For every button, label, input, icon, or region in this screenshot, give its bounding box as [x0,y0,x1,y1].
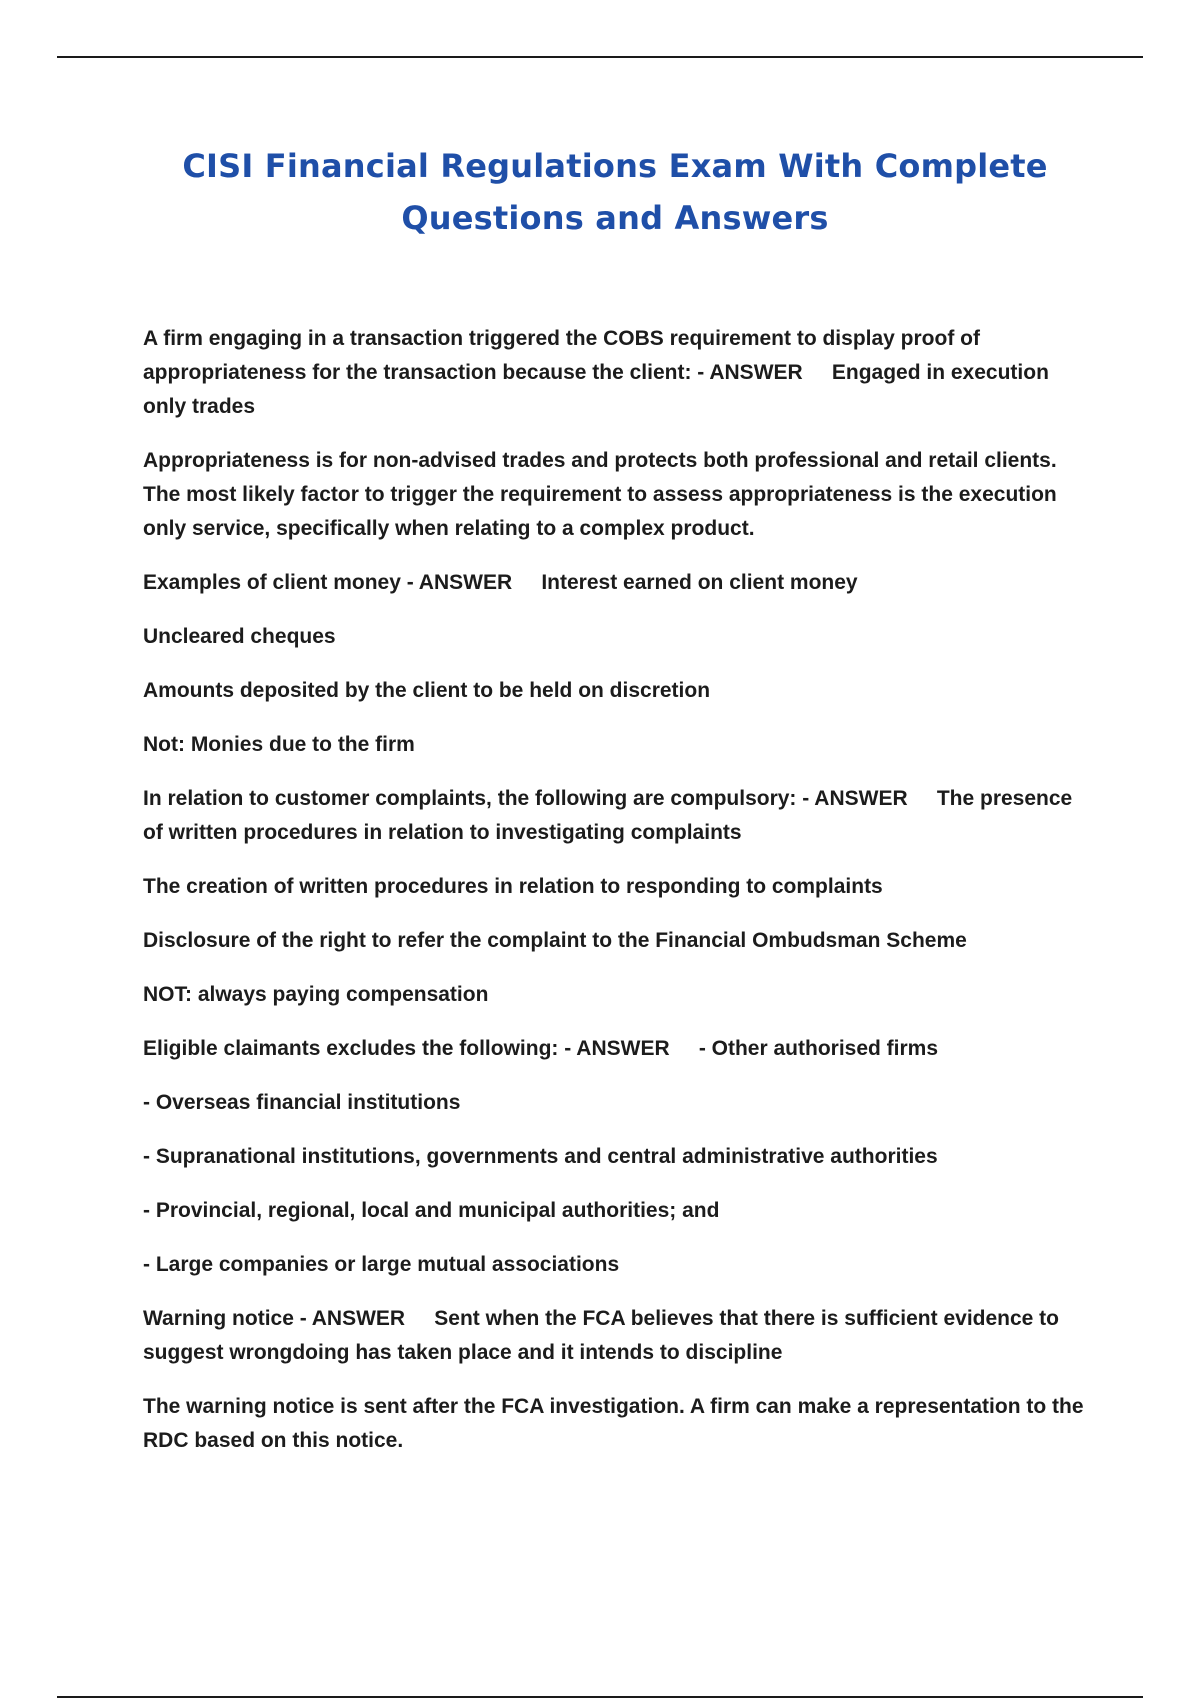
question-text: A firm engaging in a transaction triggered the COBS requirement to display proof of appropriateness for the transaction because the client: - ANSWER [143,327,980,384]
qa-paragraph [143,782,1093,850]
paragraph: - Overseas financial institutions [143,1091,461,1114]
answer-text: - Other authorised firms [698,1037,939,1060]
qa-paragraph [143,566,1093,600]
answer-text: Engaged in execution only trades [143,361,1049,418]
question-text: Warning notice - ANSWER [143,1307,406,1330]
title-line-2: Questions and Answers [401,199,829,237]
qa-paragraph [143,1032,1093,1066]
paragraph: - Supranational institutions, governments and central administrative authorities [143,1145,938,1168]
question-text: In relation to customer complaints, the following are compulsory: - ANSWER [143,787,908,810]
title-line-1: CISI Financial Regulations Exam With Complete [182,147,1048,185]
qa-paragraph [143,1302,1093,1370]
header-divider [57,56,1143,58]
document-title [120,140,1110,244]
qa-paragraph [143,322,1093,424]
document-body [143,322,1093,1478]
paragraph: - Large companies or large mutual associations [143,1253,620,1276]
paragraph: Appropriateness is for non-advised trades and protects both professional and retail clients. The most likely factor to trigger the requirement to assess appropriateness is the execution only service, specifically when relating to a complex product. [143,449,1057,540]
paragraph: The creation of written procedures in relation to responding to complaints [143,875,883,898]
question-text: Examples of client money - ANSWER [143,571,513,594]
paragraph: The warning notice is sent after the FCA investigation. A firm can make a representation to the RDC based on this notice. [143,1395,1084,1452]
footer-divider [57,1696,1143,1698]
paragraph: Uncleared cheques [143,625,336,648]
answer-text: The presence of written procedures in relation to investigating complaints [143,787,1073,844]
paragraph: - Provincial, regional, local and municipal authorities; and [143,1199,720,1222]
question-text: Eligible claimants excludes the following: - ANSWER [143,1037,670,1060]
paragraph: NOT: always paying compensation [143,983,489,1006]
paragraph: Disclosure of the right to refer the complaint to the Financial Ombudsman Scheme [143,929,967,952]
answer-text: Sent when the FCA believes that there is sufficient evidence to suggest wrongdoing has taken place and it intends to discipline [143,1307,1059,1364]
paragraph: Amounts deposited by the client to be held on discretion [143,679,711,702]
paragraph: Not: Monies due to the firm [143,733,415,756]
answer-text: Interest earned on client money [541,571,858,594]
